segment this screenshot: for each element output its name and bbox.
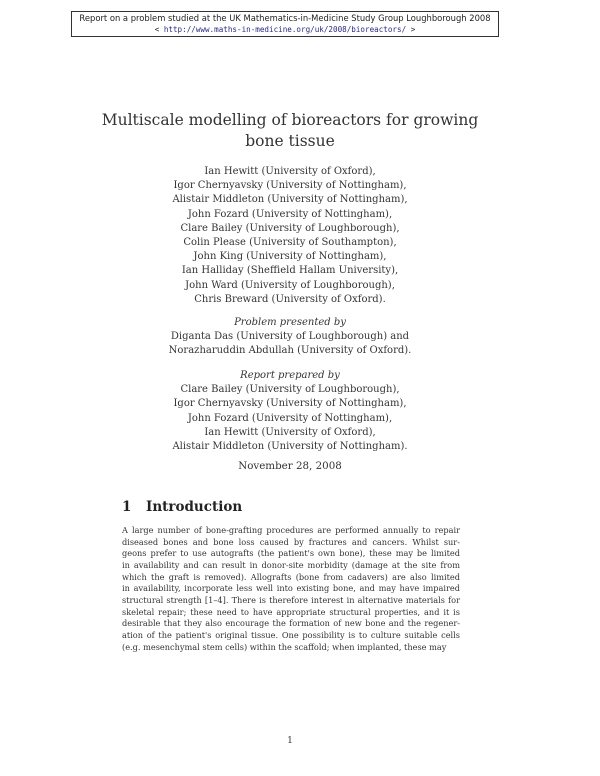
body-line: in availability, incorporate less well into existing bone, and may have impaired — [122, 583, 460, 594]
url-open-bracket: < — [154, 25, 164, 34]
body-line: which the graft is removed). Allografts (bone from cadavers) are also limited — [122, 571, 460, 582]
preparer: Igor Chernyavsky (University of Nottingham), — [173, 398, 407, 410]
header-line-2 — [72, 24, 498, 35]
introduction-paragraph — [122, 525, 460, 653]
author: John Ward (University of Loughborough), — [185, 279, 395, 291]
body-line: geons prefer to use autografts (the patient's own bone), these may be limited — [122, 548, 460, 559]
author-list — [120, 165, 460, 307]
presenter: Norazharuddin Abdullah (University of Oxford). — [168, 345, 412, 357]
header-line-1: Report on a problem studied at the UK Mathematics-in-Medicine Study Group Loughborough 2008 — [79, 13, 491, 23]
preparer: Clare Bailey (University of Loughborough), — [180, 384, 400, 396]
prepared-label: Report prepared by — [240, 370, 340, 381]
section-number: 1 — [122, 499, 132, 515]
preparer: Alistair Middleton (University of Nottingham). — [172, 441, 408, 453]
body-line: structural strength [1–4]. There is therefore interest in alternative materials for — [122, 594, 460, 605]
body-line: A large number of bone-grafting procedures are performed annually to repair — [122, 525, 460, 535]
presenter: Diganta Das (University of Loughborough) and — [170, 331, 410, 343]
paper-title — [100, 110, 480, 152]
author: Ian Halliday (Sheffield Hallam University), — [181, 265, 399, 277]
report-prepared-block — [120, 369, 460, 454]
report-date: November 28, 2008 — [238, 460, 342, 472]
author: Ian Hewitt (University of Oxford), — [204, 166, 376, 177]
presented-label: Problem presented by — [234, 317, 346, 328]
author: Igor Chernyavsky (University of Nottingham), — [173, 180, 407, 192]
page-number: 1 — [287, 736, 293, 746]
report-header-box — [71, 11, 499, 37]
author: John Fozard (University of Nottingham), — [187, 208, 393, 220]
title-line-2: bone tissue — [245, 132, 335, 150]
author: Colin Please (University of Southampton), — [183, 237, 397, 249]
body-line: diseased bones and bone loss caused by fractures and cancers. Whilst sur- — [122, 536, 460, 547]
preparer: Ian Hewitt (University of Oxford), — [204, 426, 376, 438]
author: Clare Bailey (University of Loughborough), — [180, 222, 400, 234]
body-line: desirable that they also encourage the formation of new bone and the regener- — [122, 618, 460, 629]
author: John King (University of Nottingham), — [193, 251, 387, 263]
section-heading-introduction — [122, 498, 242, 516]
body-line: (e.g. mesenchymal stem cells) within the scaffold; when implanted, these may — [122, 641, 447, 652]
body-line: in availability and can result in donor-site morbidity (damage at the site from — [122, 559, 460, 570]
body-line: skeletal repair; these need to have appropriate structural properties, and it is — [122, 606, 460, 617]
preparer: John Fozard (University of Nottingham), — [187, 412, 393, 424]
problem-presented-block — [120, 316, 460, 359]
header-url-link[interactable]: http://www.maths-in-medicine.org/uk/2008/bioreactors/ — [163, 25, 407, 34]
author: Chris Breward (University of Oxford). — [194, 293, 386, 305]
url-close-bracket: > — [406, 25, 416, 34]
body-line: ation of the patient's original tissue. One possibility is to culture suitable cells — [122, 629, 460, 640]
author: Alistair Middleton (University of Nottingham), — [172, 194, 408, 206]
section-title: Introduction — [146, 499, 243, 515]
title-line-1: Multiscale modelling of bioreactors for growing — [101, 111, 479, 129]
